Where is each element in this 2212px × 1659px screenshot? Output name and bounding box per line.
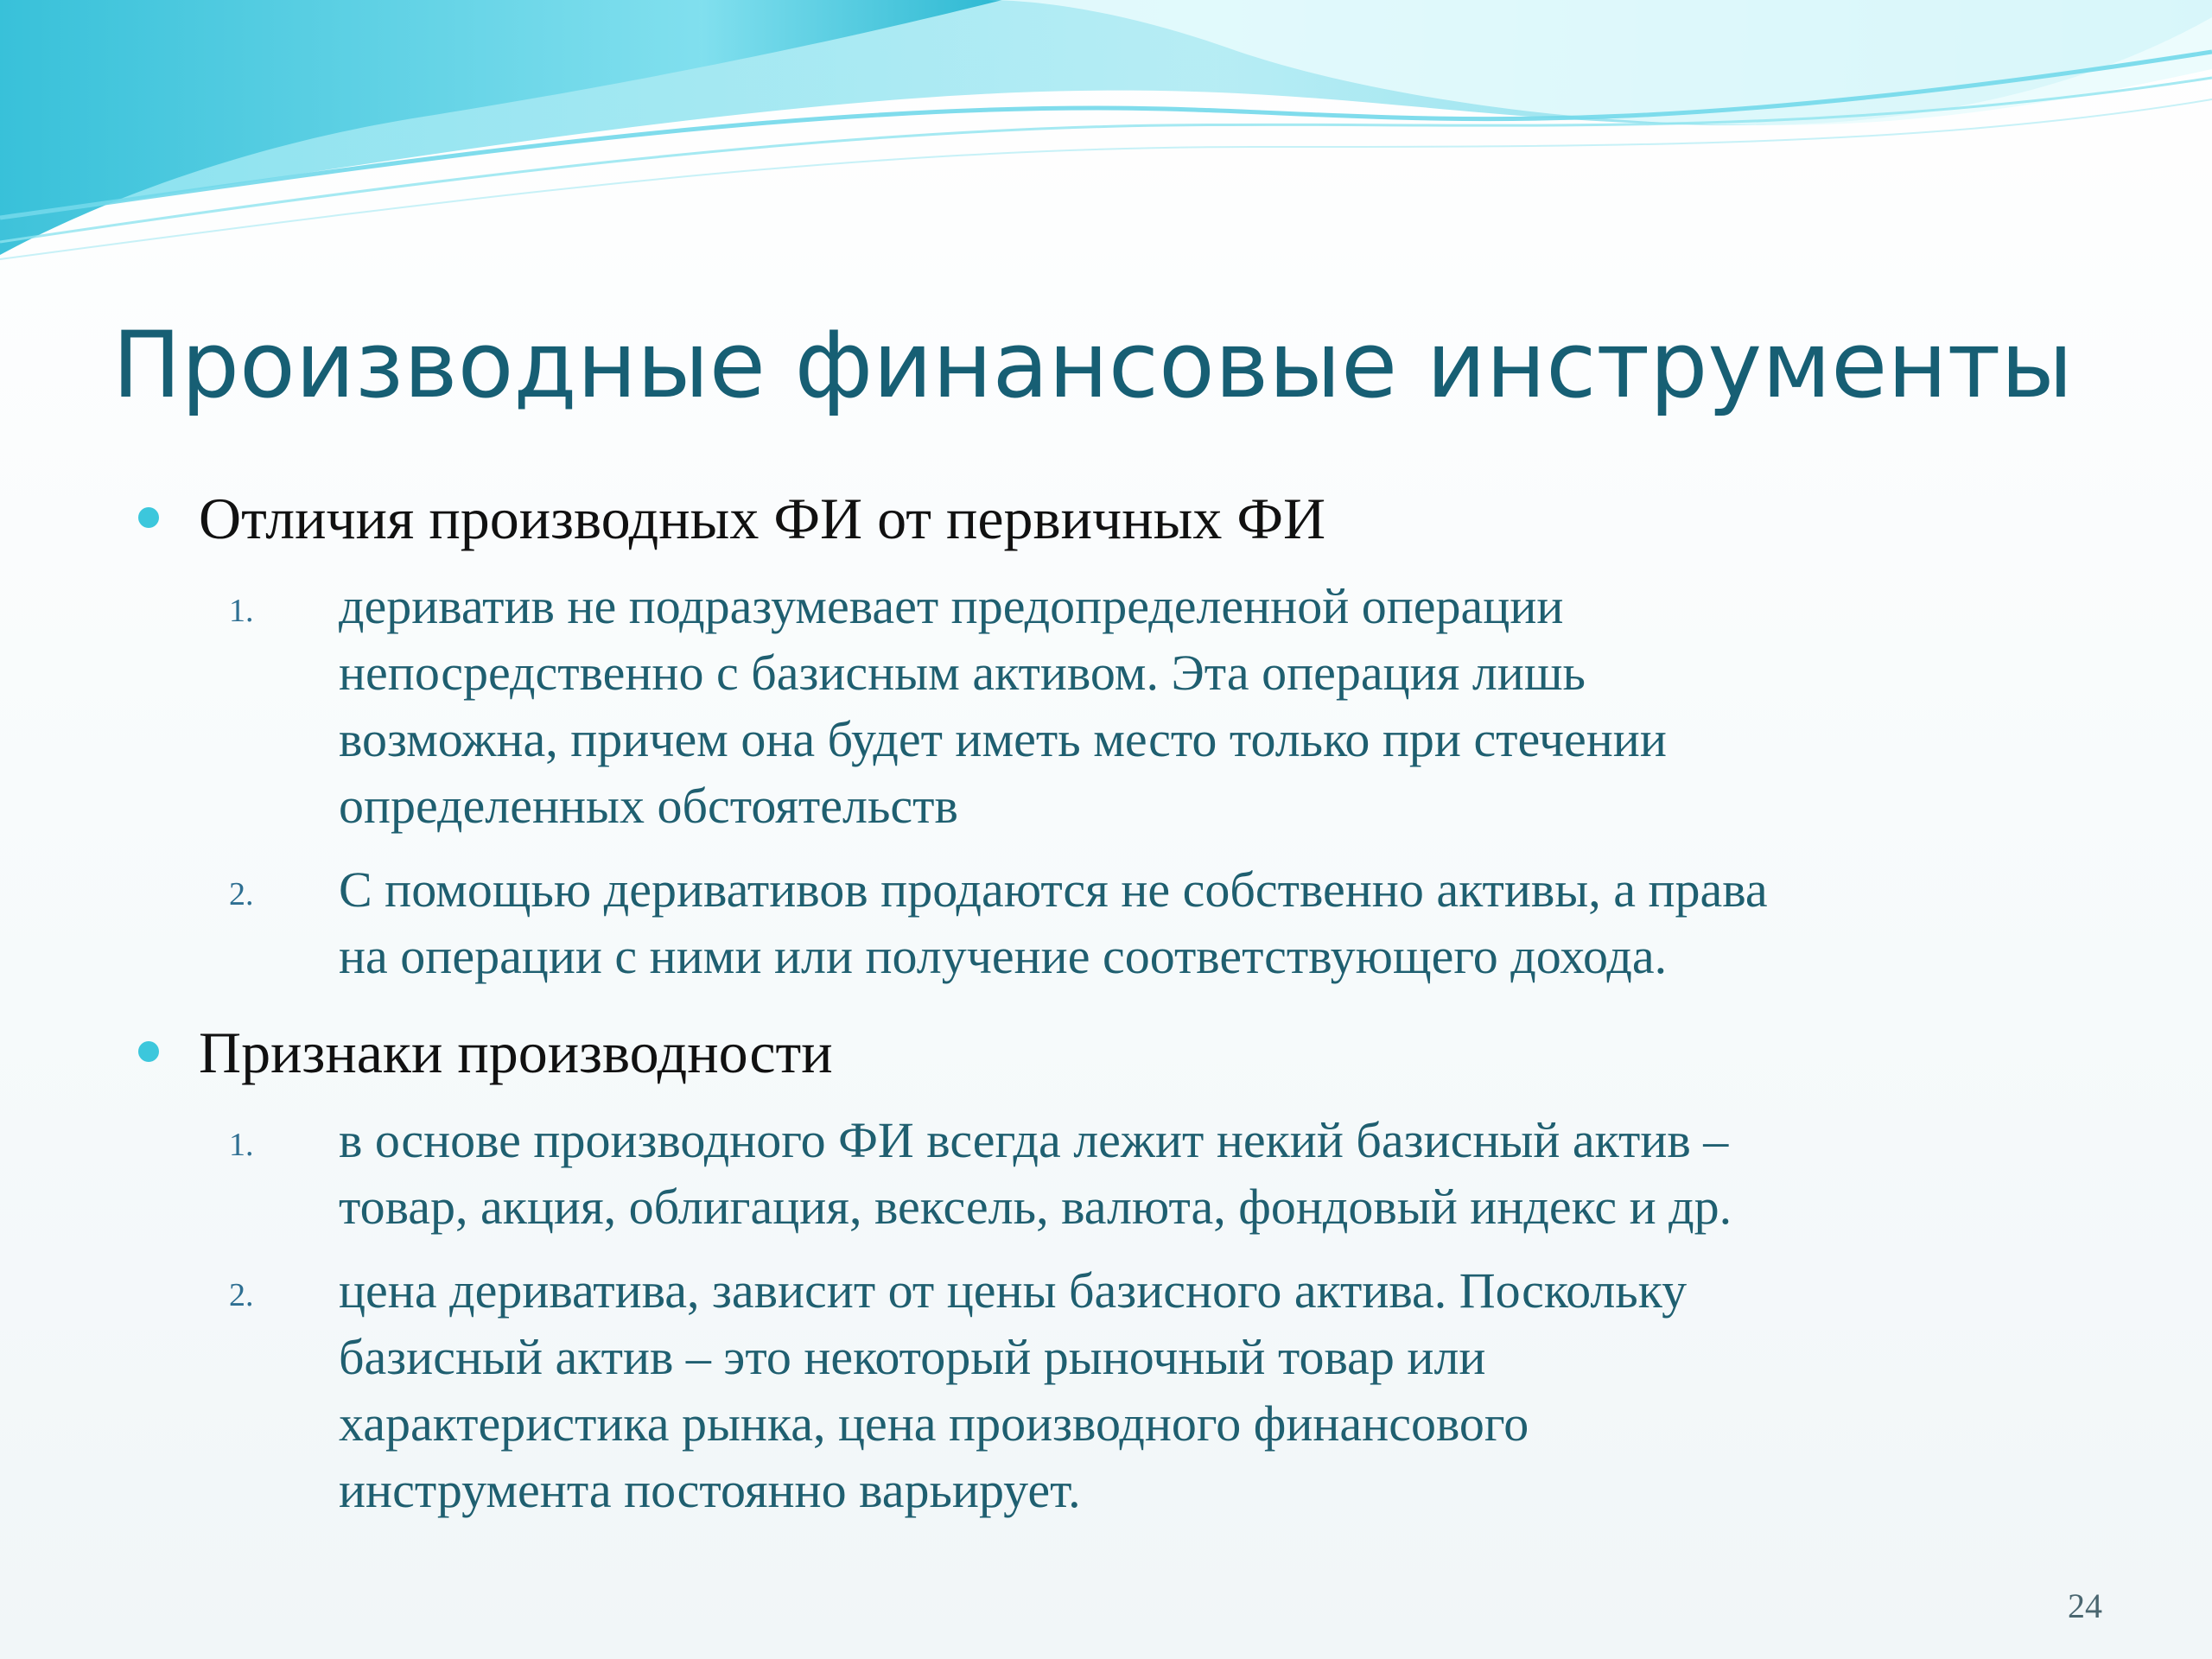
item-number: 2.: [229, 1277, 254, 1313]
numbered-list: [138, 1107, 2082, 1523]
wave-decoration: [0, 0, 2212, 285]
section-signs: [138, 1014, 2082, 1523]
slide-content: [138, 480, 2082, 1548]
list-item: [138, 856, 2082, 989]
section-heading: [138, 480, 2082, 557]
bullet-dot-icon: [138, 1041, 159, 1062]
item-number: 1.: [229, 1127, 254, 1163]
item-text: дериватив не подразумевает предопределенной операции непосредственно с базисным активом. Эта операция лишь возможна, причем она будет иметь место только при стечении определенных обстоятельств: [339, 578, 1667, 834]
section-heading-text: Признаки производности: [199, 1020, 833, 1085]
numbered-list: [138, 573, 2082, 989]
section-differences: [138, 480, 2082, 989]
page-number: 24: [2068, 1586, 2102, 1625]
section-heading-text: Отличия производных ФИ от первичных ФИ: [199, 486, 1326, 551]
list-item: [138, 1107, 2082, 1240]
slide-title: Производные финансовые инструменты: [112, 312, 2074, 418]
item-text: в основе производного ФИ всегда лежит некий базисный актив – товар, акция, облигация, вексель, валюта, фондовый индекс и др.: [339, 1112, 1732, 1235]
list-item: [138, 1257, 2082, 1523]
list-item: [138, 573, 2082, 839]
section-heading: [138, 1014, 2082, 1091]
item-text: цена дериватива, зависит от цены базисного актива. Поскольку базисный актив – это некоторый рыночный товар или характеристика рынка, цена производного финансового инструмента постоянно варьирует.: [339, 1262, 1688, 1518]
item-number: 2.: [229, 876, 254, 912]
item-text: С помощью деривативов продаются не собственно активы, а права на операции с ними или получение соответствующего дохода.: [339, 861, 1768, 984]
item-number: 1.: [229, 593, 254, 629]
bullet-dot-icon: [138, 507, 159, 528]
